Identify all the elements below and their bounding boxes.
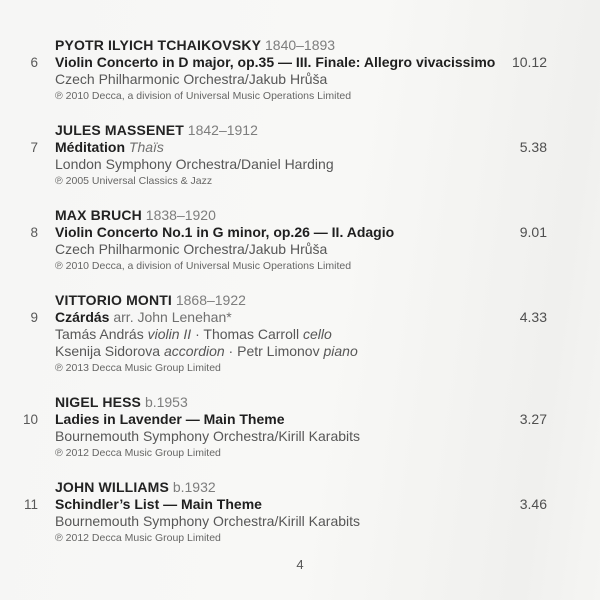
track-title: Czárdás — [55, 309, 110, 325]
title-row — [30, 139, 547, 156]
separator-dot: · — [228, 343, 234, 359]
composer-dates: 1838–1920 — [145, 207, 216, 223]
title-row — [23, 496, 547, 513]
track-duration: 4.33 — [519, 309, 547, 325]
orchestra-line: London Symphony Orchestra/Daniel Harding — [55, 156, 334, 172]
track-number: 9 — [30, 310, 38, 325]
copyright-line: ℗ 2012 Decca Music Group Limited — [55, 447, 221, 459]
composer-name: NIGEL HESS — [55, 394, 142, 410]
composer-dates: b.1953 — [144, 394, 188, 410]
separator-dot: · — [195, 326, 200, 342]
track-number: 11 — [23, 497, 38, 512]
orchestra-line: Czech Philharmonic Orchestra/Jakub Hrůša — [55, 241, 328, 257]
composer-dates: 1868–1922 — [175, 292, 246, 308]
track-number: 6 — [30, 55, 38, 70]
composer-name: MAX BRUCH — [55, 207, 142, 223]
track-entry — [23, 479, 547, 546]
soloist-name: Tamás András — [55, 326, 144, 342]
composer-dates: 1840–1893 — [265, 37, 336, 53]
composer-name: VITTORIO MONTI — [55, 292, 172, 308]
title-row — [30, 54, 547, 71]
soloists-line — [55, 343, 547, 360]
composer-dates: b.1932 — [172, 479, 216, 495]
title-row — [30, 224, 547, 241]
track-number: 7 — [30, 140, 38, 155]
track-entry — [30, 292, 547, 376]
soloists-line — [55, 326, 547, 343]
track-entry — [30, 207, 547, 274]
track-title: Méditation — [55, 139, 125, 155]
copyright-line: ℗ 2005 Universal Classics & Jazz — [55, 175, 213, 187]
page-number: 4 — [296, 557, 304, 572]
soloist-instrument: accordion — [163, 343, 225, 359]
copyright-line: ℗ 2010 Decca, a division of Universal Music Operations Limited — [55, 260, 352, 272]
track-title-arranger: arr. John Lenehan* — [113, 309, 232, 325]
track-title: Violin Concerto in D major, op.35 — III. Finale: Allegro vivacissimo — [55, 54, 496, 70]
track-duration: 10.12 — [511, 54, 547, 70]
track-number: 8 — [30, 225, 38, 240]
title-row — [22, 411, 547, 428]
title-row — [30, 309, 547, 326]
composer-name: JOHN WILLIAMS — [55, 479, 169, 495]
track-title: Schindler’s List — Main Theme — [55, 496, 262, 512]
track-title: Violin Concerto No.1 in G minor, op.26 — II. Adagio — [55, 224, 395, 240]
copyright-line: ℗ 2013 Decca Music Group Limited — [55, 362, 221, 374]
composer-line — [55, 207, 547, 224]
track-title-work: Thaïs — [128, 139, 164, 155]
composer-name: PYOTR ILYICH TCHAIKOVSKY — [55, 37, 262, 53]
soloist-instrument: piano — [323, 343, 358, 359]
soloist-name: Thomas Carroll — [203, 326, 300, 342]
soloist-instrument: violin II — [147, 326, 192, 342]
track-duration: 5.38 — [519, 139, 547, 155]
composer-line — [55, 394, 547, 411]
copyright-line: ℗ 2012 Decca Music Group Limited — [55, 532, 221, 544]
composer-dates: 1842–1912 — [187, 122, 258, 138]
composer-line — [55, 479, 547, 496]
soloist-name: Petr Limonov — [237, 343, 320, 359]
composer-line — [55, 37, 547, 54]
composer-name: JULES MASSENET — [55, 122, 184, 138]
track-duration: 3.27 — [519, 411, 547, 427]
composer-line — [55, 292, 547, 309]
copyright-line: ℗ 2010 Decca, a division of Universal Music Operations Limited — [55, 90, 352, 102]
composer-line — [55, 122, 547, 139]
track-entry — [22, 394, 547, 461]
track-number: 10 — [22, 412, 38, 427]
orchestra-line: Bournemouth Symphony Orchestra/Kirill Karabits — [55, 428, 361, 444]
orchestra-line: Czech Philharmonic Orchestra/Jakub Hrůša — [55, 71, 328, 87]
track-duration: 3.46 — [519, 496, 547, 512]
track-title: Ladies in Lavender — Main Theme — [55, 411, 285, 427]
orchestra-line: Bournemouth Symphony Orchestra/Kirill Karabits — [55, 513, 361, 529]
track-entry — [30, 122, 547, 189]
track-duration: 9.01 — [519, 224, 547, 240]
track-entry — [30, 37, 547, 104]
soloist-name: Ksenija Sidorova — [55, 343, 161, 359]
soloist-instrument: cello — [302, 326, 332, 342]
